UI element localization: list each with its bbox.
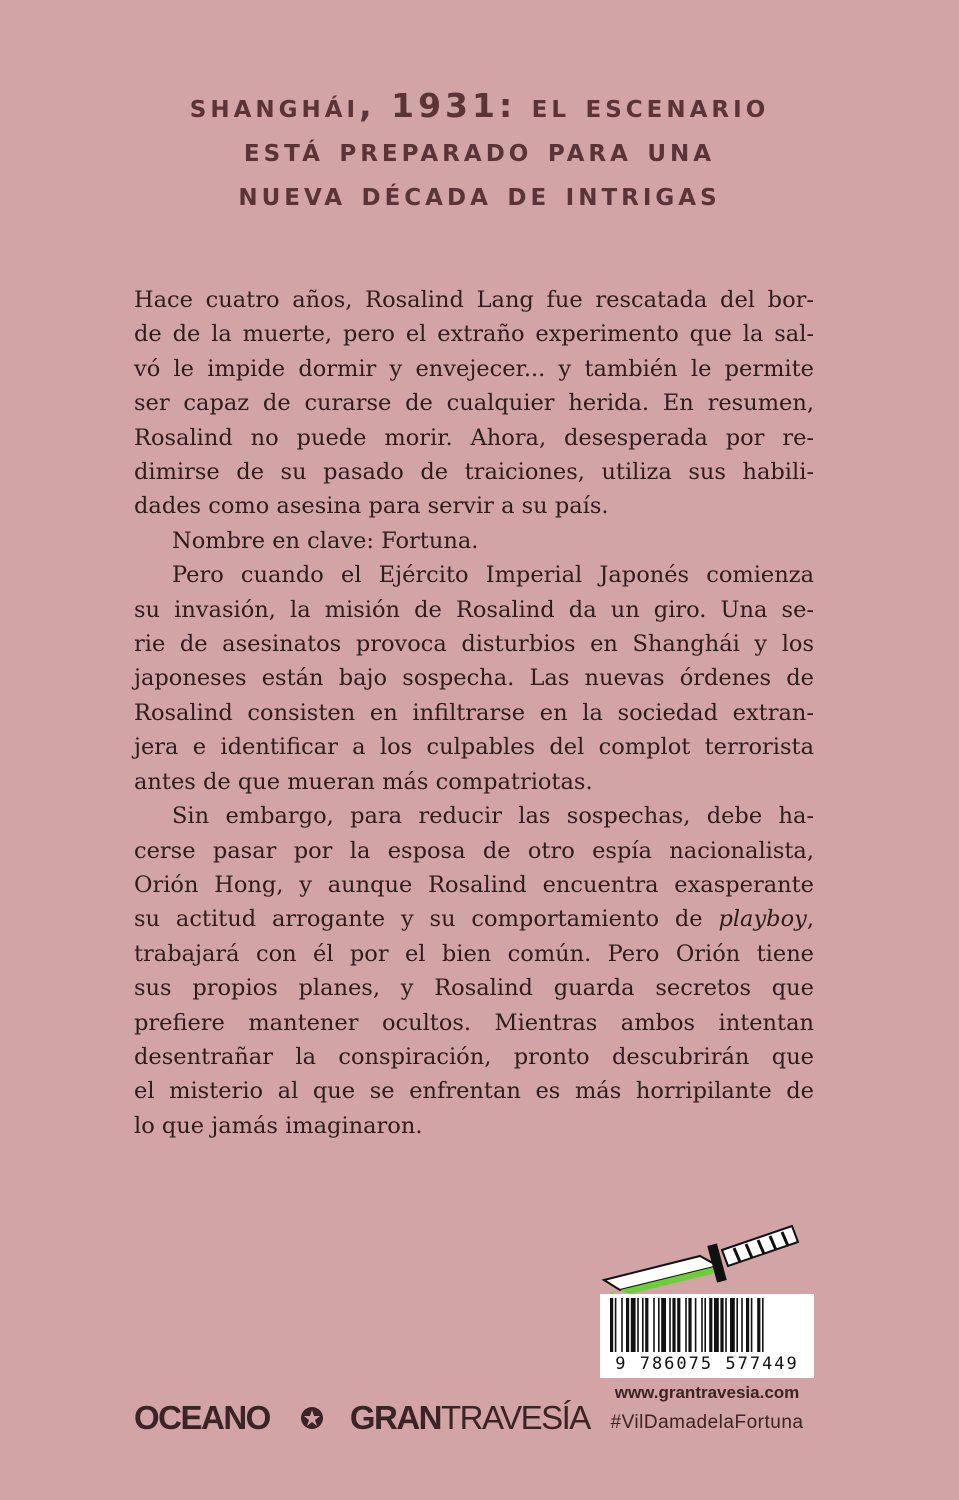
barcode-bar [746, 1298, 749, 1352]
barcode-bar [637, 1298, 639, 1352]
barcode-bar [685, 1298, 687, 1352]
text-line: ser capaz de curarse de cualquier herida. En resumen, [134, 390, 814, 417]
barcode-block [600, 1220, 814, 1380]
text-line: el misterio al que se enfrentan es más horripilante de [134, 1078, 814, 1105]
text-line: Rosalind no puede morir. Ahora, desesperada por re- [134, 424, 814, 451]
star-badge-icon [300, 1406, 324, 1430]
synopsis-paragraph-2 [134, 524, 814, 558]
grantravesia-logo-bold: GRAN [349, 1399, 442, 1436]
text-line: desentrañar la conspiración, pronto descubrirán que [134, 1043, 814, 1070]
text-line: Rosalind consisten en infiltrarse en la sociedad extran- [134, 699, 814, 726]
barcode-bar [701, 1298, 703, 1352]
text-line: de de la muerte, pero el extraño experimento que la sal- [134, 321, 814, 348]
text-line: lo que jamás imaginaron. [134, 1112, 423, 1139]
dagger-icon [600, 1220, 814, 1300]
barcode-bar [661, 1298, 666, 1352]
text-line: Pero cuando el Ejército Imperial Japonés comienza [172, 562, 814, 589]
headline-line-1: shanghái, 1931: el escenario [189, 86, 770, 125]
isbn-number: 9 786075 577449 [615, 1354, 799, 1374]
oceano-logo: OCEANO [134, 1399, 270, 1436]
text-segment: su actitud arrogante y su comportamiento de [134, 906, 719, 933]
text-line: vó le impide dormir y envejecer... y también le permite [134, 355, 814, 382]
headline-line-3: nueva década de intrigas [238, 174, 721, 213]
text-line: jera e identificar a los culpables del complot terrorista [134, 734, 814, 761]
synopsis-paragraph-4 [134, 799, 814, 1143]
barcode-bar [653, 1298, 655, 1352]
barcode-bar [621, 1298, 623, 1352]
text-line: prefiere mantener ocultos. Mientras ambos intentan [134, 1009, 814, 1036]
barcode-bar [631, 1298, 636, 1352]
barcode-bar [725, 1298, 727, 1352]
barcode-bar [642, 1298, 644, 1352]
publisher-logos [134, 1398, 590, 1438]
text-line: su invasión, la misión de Rosalind da un giro. Una se- [134, 596, 814, 623]
barcode-bar [762, 1298, 764, 1352]
barcode-bar [677, 1298, 680, 1352]
barcode-bar [736, 1298, 738, 1352]
text-line: Nombre en clave: Fortuna. [172, 527, 479, 554]
synopsis [134, 283, 814, 1143]
barcode-bars [600, 1294, 814, 1354]
barcode-bar [672, 1298, 675, 1352]
barcode-bar [704, 1298, 706, 1352]
barcode-bar [645, 1298, 648, 1352]
barcode-bar [669, 1298, 671, 1352]
italic-word: playboy [718, 906, 807, 933]
barcode-bar [626, 1298, 629, 1352]
text-line: japoneses están bajo sospecha. Las nuevas órdenes de [134, 665, 814, 692]
barcode-bar [688, 1298, 691, 1352]
synopsis-paragraph-1 [134, 283, 814, 524]
back-cover-headline [0, 84, 959, 216]
grantravesia-logo-light: TRAVESÍA [441, 1399, 590, 1436]
barcode-bar [695, 1298, 697, 1352]
barcode-bar [730, 1298, 735, 1352]
text-line: Sin embargo, para reducir las sospechas, debe ha- [172, 803, 814, 830]
synopsis-paragraph-3 [134, 558, 814, 799]
text-line: Hace cuatro años, Rosalind Lang fue rescatada del bor- [134, 287, 814, 313]
barcode-bar [720, 1298, 723, 1352]
text-line: dades como asesina para servir a su país. [134, 493, 609, 520]
text-line: cerse pasar por la esposa de otro espía nacionalista, [134, 837, 814, 864]
text-line-with-italic [134, 902, 814, 936]
text-line: trabajará con él por el bien común. Pero Orión tiene [134, 940, 814, 967]
text-line: rie de asesinatos provoca disturbios en Shanghái y los [134, 631, 814, 658]
barcode-bar [615, 1298, 617, 1352]
text-line: sus propios planes, y Rosalind guarda secretos que [134, 975, 814, 1002]
text-line: antes de que mueran más compatriotas. [134, 768, 593, 795]
headline-line-2: está preparado para una [243, 130, 716, 169]
publisher-url[interactable]: www.grantravesia.com [614, 1383, 800, 1402]
barcode-bar [751, 1298, 753, 1352]
barcode-bar [741, 1298, 743, 1352]
text-line: Orión Hong, y aunque Rosalind encuentra exasperante [134, 871, 814, 898]
text-segment: , [806, 906, 814, 933]
barcode-bar [709, 1298, 712, 1352]
text-line: dimirse de su pasado de traiciones, utiliza sus habili- [134, 459, 814, 486]
barcode-bar [714, 1298, 719, 1352]
barcode-bar [610, 1298, 613, 1352]
hashtag: #VilDamadelaFortuna [610, 1412, 804, 1433]
barcode-bar [658, 1298, 660, 1352]
barcode-bar [757, 1298, 760, 1352]
